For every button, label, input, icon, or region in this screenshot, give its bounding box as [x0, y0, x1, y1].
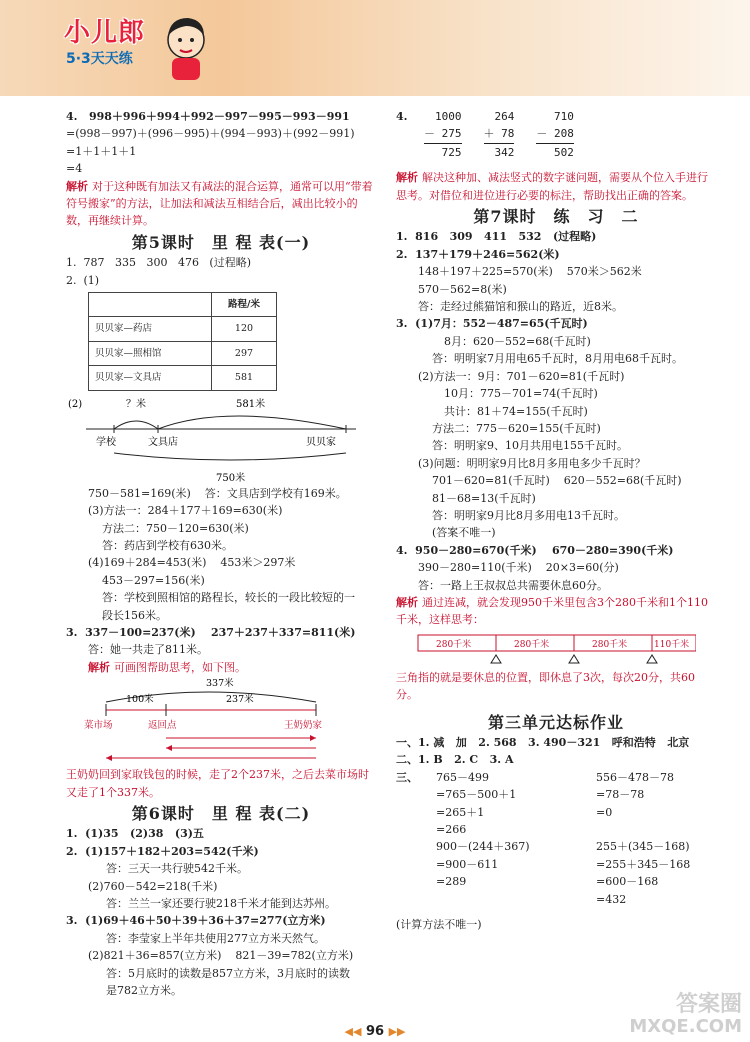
prev-arrows-icon: ◀◀ — [344, 1025, 362, 1038]
l5-q1: 1. 787 335 300 476 (过程略) — [66, 256, 252, 270]
l6-line: 答：兰兰一家还要行驶218千米才能到达苏州。 — [106, 897, 336, 910]
q4-label: 4. — [396, 110, 408, 123]
diagram-granny: 王奶奶家 — [284, 720, 323, 732]
l6-line: 1. (1)35 (2)38 (3)五 — [66, 827, 204, 841]
l7-line: 10月：775－701=74(千瓦时) — [444, 387, 598, 401]
l6-line: 是782立方米。 — [106, 984, 182, 998]
l7-line: 答：走经过熊猫馆和猴山的路近，近8米。 — [418, 300, 623, 314]
q4-block — [66, 108, 376, 230]
boy-mascot-icon — [162, 12, 210, 82]
page-number: 96 — [365, 1024, 385, 1039]
l7-line: 共计：81＋74=155(千瓦时) — [444, 404, 588, 418]
diagram-237: 237米 — [226, 694, 254, 706]
l5-line: (3)方法一：284＋177＋169=630(米) — [88, 504, 283, 518]
bar-segment-label: 280千米 — [514, 639, 550, 650]
l7-line: 4. 950－280=670(千米) 670－280=390(千米) — [396, 543, 674, 557]
l6-line: (2)760－542=218(千米) — [88, 879, 218, 893]
table-row: 贝贝家—照相馆 297 — [89, 341, 277, 365]
calc-note: (计算方法不唯一) — [396, 918, 482, 932]
vertical-calc: 710 － 208 502 — [536, 108, 574, 161]
diagram-home: 贝贝家 — [306, 436, 336, 448]
bar-segment-label: 280千米 — [436, 639, 472, 650]
lesson7-title: 第7课时 练 习 二 — [473, 207, 639, 227]
l7-line: 3. (1)7月：552－487=65(千瓦时) — [396, 317, 588, 331]
vertical-calc: 1000 － 275 725 — [424, 108, 462, 161]
l5-line: 方法二：750－120=630(米) — [102, 521, 249, 535]
brand-logo — [52, 8, 212, 88]
calc-left: 765－499 =765－500＋1 =265＋1 =266 900－(244＋367) =900－611 =289 — [436, 770, 530, 889]
unit-title: 第三单元达标作业 — [487, 712, 624, 732]
triangle-icon — [647, 655, 657, 663]
left-column — [66, 108, 376, 999]
bar-segment-label: 280千米 — [592, 639, 628, 650]
diagram-label: (2) — [68, 398, 83, 410]
vertical-calcs — [396, 108, 716, 161]
logo-title: 小儿郎 — [64, 18, 146, 48]
route-diagram-1 — [66, 397, 366, 485]
l5-line: 453－297=156(米) — [102, 573, 205, 587]
l7-line: (3)问题：明明家9月比8月多用电多少千瓦时？ — [418, 456, 646, 470]
distance-table — [88, 292, 277, 391]
l6-line: 答：5月底时的读数是857立方米，3月底时的读数 — [106, 966, 350, 980]
l7-line: 81－68=13(千瓦时) — [432, 491, 536, 505]
l7-line: 方法二：775－620=155(千瓦时) — [432, 421, 601, 435]
unit-line: 二、1. B 2. C 3. A — [396, 753, 514, 767]
diagram-school: 学校 — [96, 436, 116, 448]
calc-right: 556－478－78 =78－78 =0 255＋(345－168) =255＋345－168 =600－168 =432 — [596, 770, 691, 906]
q4-line: =(998－997)＋(996－995)＋(994－993)＋(992－991) — [66, 127, 355, 141]
l5-q2: 2. (1) — [66, 273, 100, 287]
lesson6-title: 第6课时 里 程 表(二) — [131, 803, 311, 823]
l7-line: (2)方法一：9月：701－620=81(千瓦时) — [418, 369, 625, 383]
q4-line: 4. 998＋996＋994＋992－997－995－993－991 — [66, 110, 350, 123]
watermark: 答案圈 MXQE.COM — [629, 992, 742, 1037]
l5-q3-explanation: 解析 可画图帮助思考，如下图。 — [88, 660, 246, 674]
l7-line: 701－620=81(千瓦时) 620－552=68(千瓦时) — [432, 474, 682, 488]
l6-line: 3. (1)69＋46＋50＋39＋36＋37=277(立方米) — [66, 914, 326, 928]
next-arrows-icon: ▶▶ — [388, 1025, 406, 1038]
table-row: 贝贝家—文具店 581 — [89, 366, 277, 390]
triangle-icon — [569, 655, 579, 663]
l7-line: 390－280=110(千米) 20×3=60(分) — [418, 561, 619, 575]
l7-line: 答：一路上王叔叔总共需要休息60分。 — [418, 578, 608, 592]
q4-line: =1＋1＋1＋1 — [66, 144, 137, 158]
diagram-market: 菜市场 — [84, 720, 113, 732]
q4-explanation: 解析 对于这种既有加法又有减法的混合运算，通常可以用“带着符号搬家”的方法，让加法和减法互相结合后，减出比较小的数，再继续计算。 — [66, 179, 373, 228]
l5-line: (4)169＋284=453(米) 453米＞297米 — [88, 556, 296, 570]
diagram-store: 文具店 — [148, 436, 178, 448]
l5-q3-note: 王奶奶回到家取钱包的时候，走了2个237米，之后去菜市场时又走了1个337米。 — [66, 768, 369, 799]
l7-line: 570－562=8(米) — [418, 282, 507, 296]
unit-line: 一、1. 减 加 2. 568 3. 490－321 呼和浩特 北京 — [396, 736, 690, 749]
l7-line: 答：明明家9月比8月多用电13千瓦时。 — [432, 508, 625, 522]
l7-line: 8月：620－552=68(千瓦时) — [444, 334, 591, 348]
logo-subtitle: 5·3天天练 — [66, 51, 133, 67]
table-header: 路程/米 — [212, 293, 277, 317]
l5-line: 答：学校到照相馆的路程长，较长的一段比较短的一 — [102, 591, 355, 605]
l7-line: 148＋197＋225=570(米) 570米＞562米 — [418, 265, 642, 279]
calc-label: 三、 — [396, 770, 418, 784]
l6-line: 答：李莹家上半年共使用277立方米天然气。 — [106, 931, 325, 945]
l7-line: (答案不唯一) — [432, 526, 496, 540]
diagram-question: ？米 — [126, 398, 146, 410]
vertical-calc: 264 ＋ 78 342 — [484, 108, 515, 161]
route-diagram-2 — [66, 676, 366, 766]
l5-q3: 3. 337－100=237(米) 237＋237＋337=811(米) — [66, 625, 356, 639]
lesson5-title: 第5课时 里 程 表(一) — [131, 232, 311, 252]
l7-line: 1. 816 309 411 532 (过程略) — [396, 230, 597, 244]
q4-line: =4 — [66, 162, 83, 176]
table-row: 贝贝家—药店 120 — [89, 317, 277, 341]
l7-line: 答：明明家9、10月共用电155千瓦时。 — [432, 439, 628, 453]
calc-grid — [396, 769, 716, 908]
diagram-100: 100米 — [126, 694, 154, 706]
l7-line: 2. 137＋179＋246=562(米) — [396, 247, 560, 261]
l6-line: 2. (1)157＋182＋203=542(千米) — [66, 844, 259, 858]
diagram-750: 750米 — [216, 472, 246, 484]
l7-line: 答：明明家7月用电65千瓦时，8月用电68千瓦时。 — [432, 352, 683, 366]
l5-line: 段长156米。 — [102, 608, 167, 622]
l7-explanation: 解析 通过连减，就会发现950千米里包含3个280千米和1个110千米，这样思考： — [396, 595, 708, 627]
triangle-icon — [491, 655, 501, 663]
l7-note: 三角指的就是要休息的位置，即休息了3次，每次20分，共60分。 — [396, 670, 695, 702]
r-q4-explanation: 解析 解决这种加、减法竖式的数字谜问题，需要从个位入手进行思考。对借位和进位进行必要的标注，帮助找出正确的答案。 — [396, 171, 708, 202]
diagram-581: 581米 — [236, 398, 266, 410]
diagram-337: 337米 — [206, 678, 234, 690]
l5-line: 750－581=169(米) 答：文具店到学校有169米。 — [88, 486, 347, 500]
diagram-return: 返回点 — [148, 720, 177, 732]
segment-bar — [396, 629, 696, 669]
l6-line: 答：三天一共行驶542千米。 — [106, 862, 248, 876]
right-column — [396, 108, 716, 933]
l6-line: (2)821＋36=857(立方米) 821－39=782(立方米) — [88, 949, 354, 963]
l5-line: 答：药店到学校有630米。 — [102, 538, 233, 552]
bar-segment-label: 110千米 — [654, 639, 690, 650]
l5-q3-answer: 答：她一共走了811米。 — [88, 643, 208, 657]
